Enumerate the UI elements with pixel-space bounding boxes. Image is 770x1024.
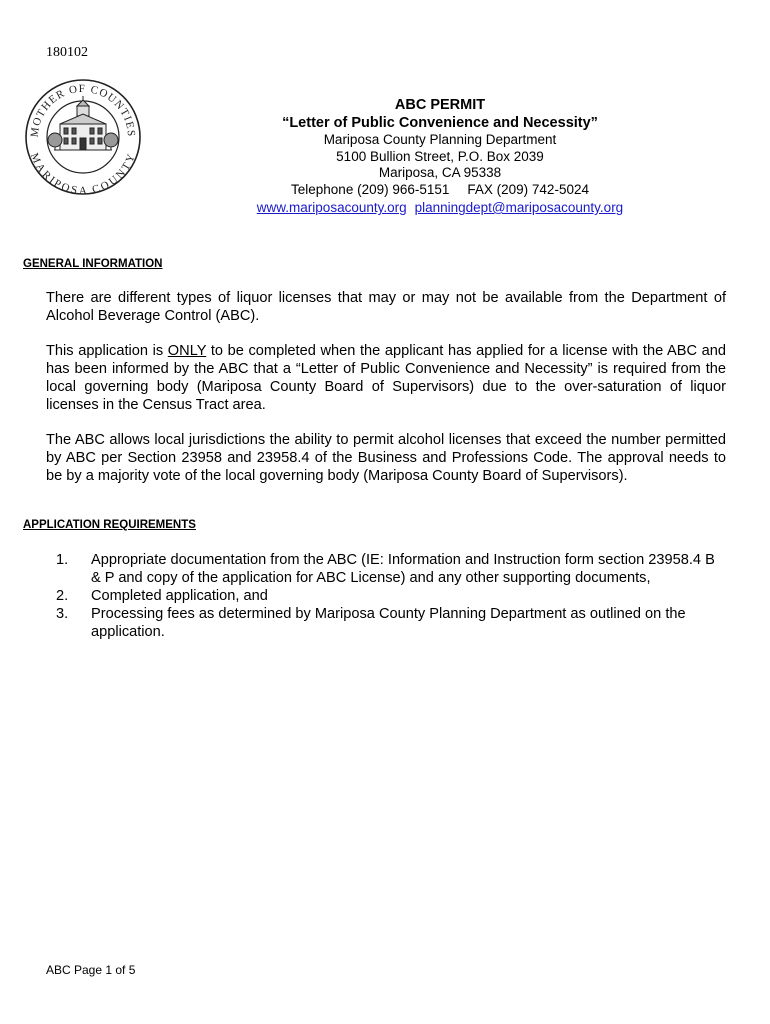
city-state-zip: Mariposa, CA 95338	[378, 165, 502, 180]
general-info-paragraph-1: There are different types of liquor licenses that may or may not be available from the Department of Alcohol Beverage Control (ABC).	[46, 290, 726, 324]
contact-links	[230, 199, 650, 217]
page-footer: ABC Page 1 of 5	[46, 963, 136, 977]
telephone-number: Telephone (209) 966-5151	[291, 181, 450, 197]
list-item-text: Completed application, and	[91, 588, 268, 604]
list-item-number: 1.	[56, 552, 69, 568]
document-title: ABC PERMIT	[394, 97, 486, 113]
seal-bottom-text: MARIPOSA COUNTY	[27, 151, 139, 198]
county-seal-logo	[24, 76, 142, 198]
fax-number: FAX (209) 742-5024	[467, 181, 589, 197]
list-item-text: Processing fees as determined by Mariposa County Planning Department as outlined on the application.	[91, 606, 686, 640]
only-emphasis: ONLY	[167, 343, 207, 359]
contact-numbers	[230, 182, 650, 199]
document-id: 180102	[46, 45, 88, 60]
website-link[interactable]: www.mariposacounty.org	[256, 200, 407, 215]
list-item-number: 2.	[56, 588, 69, 604]
svg-text:MARIPOSA COUNTY	[28, 152, 138, 198]
general-information-heading: GENERAL INFORMATION	[23, 258, 163, 270]
application-requirements-heading: APPLICATION REQUIREMENTS	[23, 519, 196, 531]
list-item	[56, 551, 726, 587]
document-subtitle: “Letter of Public Convenience and Necessity”	[282, 115, 598, 131]
department-name: Mariposa County Planning Department	[323, 132, 557, 147]
paragraph-2-intro: This application is	[46, 343, 168, 359]
general-info-paragraph-2	[46, 342, 726, 414]
general-info-paragraph-3: The ABC allows local jurisdictions the ability to permit alcohol licenses that exceed the number permitted by ABC per Section 23958 and 23958.4 of the Business and Professions Code. The approval needs to be by a majority vote of the local governing body (Mariposa County Board of Supervisors).	[46, 432, 726, 484]
email-link[interactable]: planningdept@mariposacounty.org	[414, 200, 624, 215]
list-item	[56, 605, 726, 641]
paragraph-2-body: to be completed when the applicant has applied for a license with the ABC and has been informed by the ABC that a “Letter of Public Convenience and Necessity” is required from the local governing body (Mariposa County Board of Supervisors) due to the over-saturation of liquor licenses in the Census Tract area.	[46, 343, 726, 413]
letterhead	[230, 96, 650, 217]
list-item-number: 3.	[56, 606, 69, 622]
seal-top-text: MOTHER OF COUNTIES	[28, 82, 138, 138]
courthouse-icon	[48, 96, 118, 150]
street-address: 5100 Bullion Street, P.O. Box 2039	[336, 148, 544, 164]
list-item	[56, 587, 726, 605]
requirements-list	[56, 551, 726, 641]
list-item-text: Appropriate documentation from the ABC (IE: Information and Instruction form section 23958.4 B & P and copy of the application for ABC License) and any other supporting documents,	[91, 552, 715, 586]
